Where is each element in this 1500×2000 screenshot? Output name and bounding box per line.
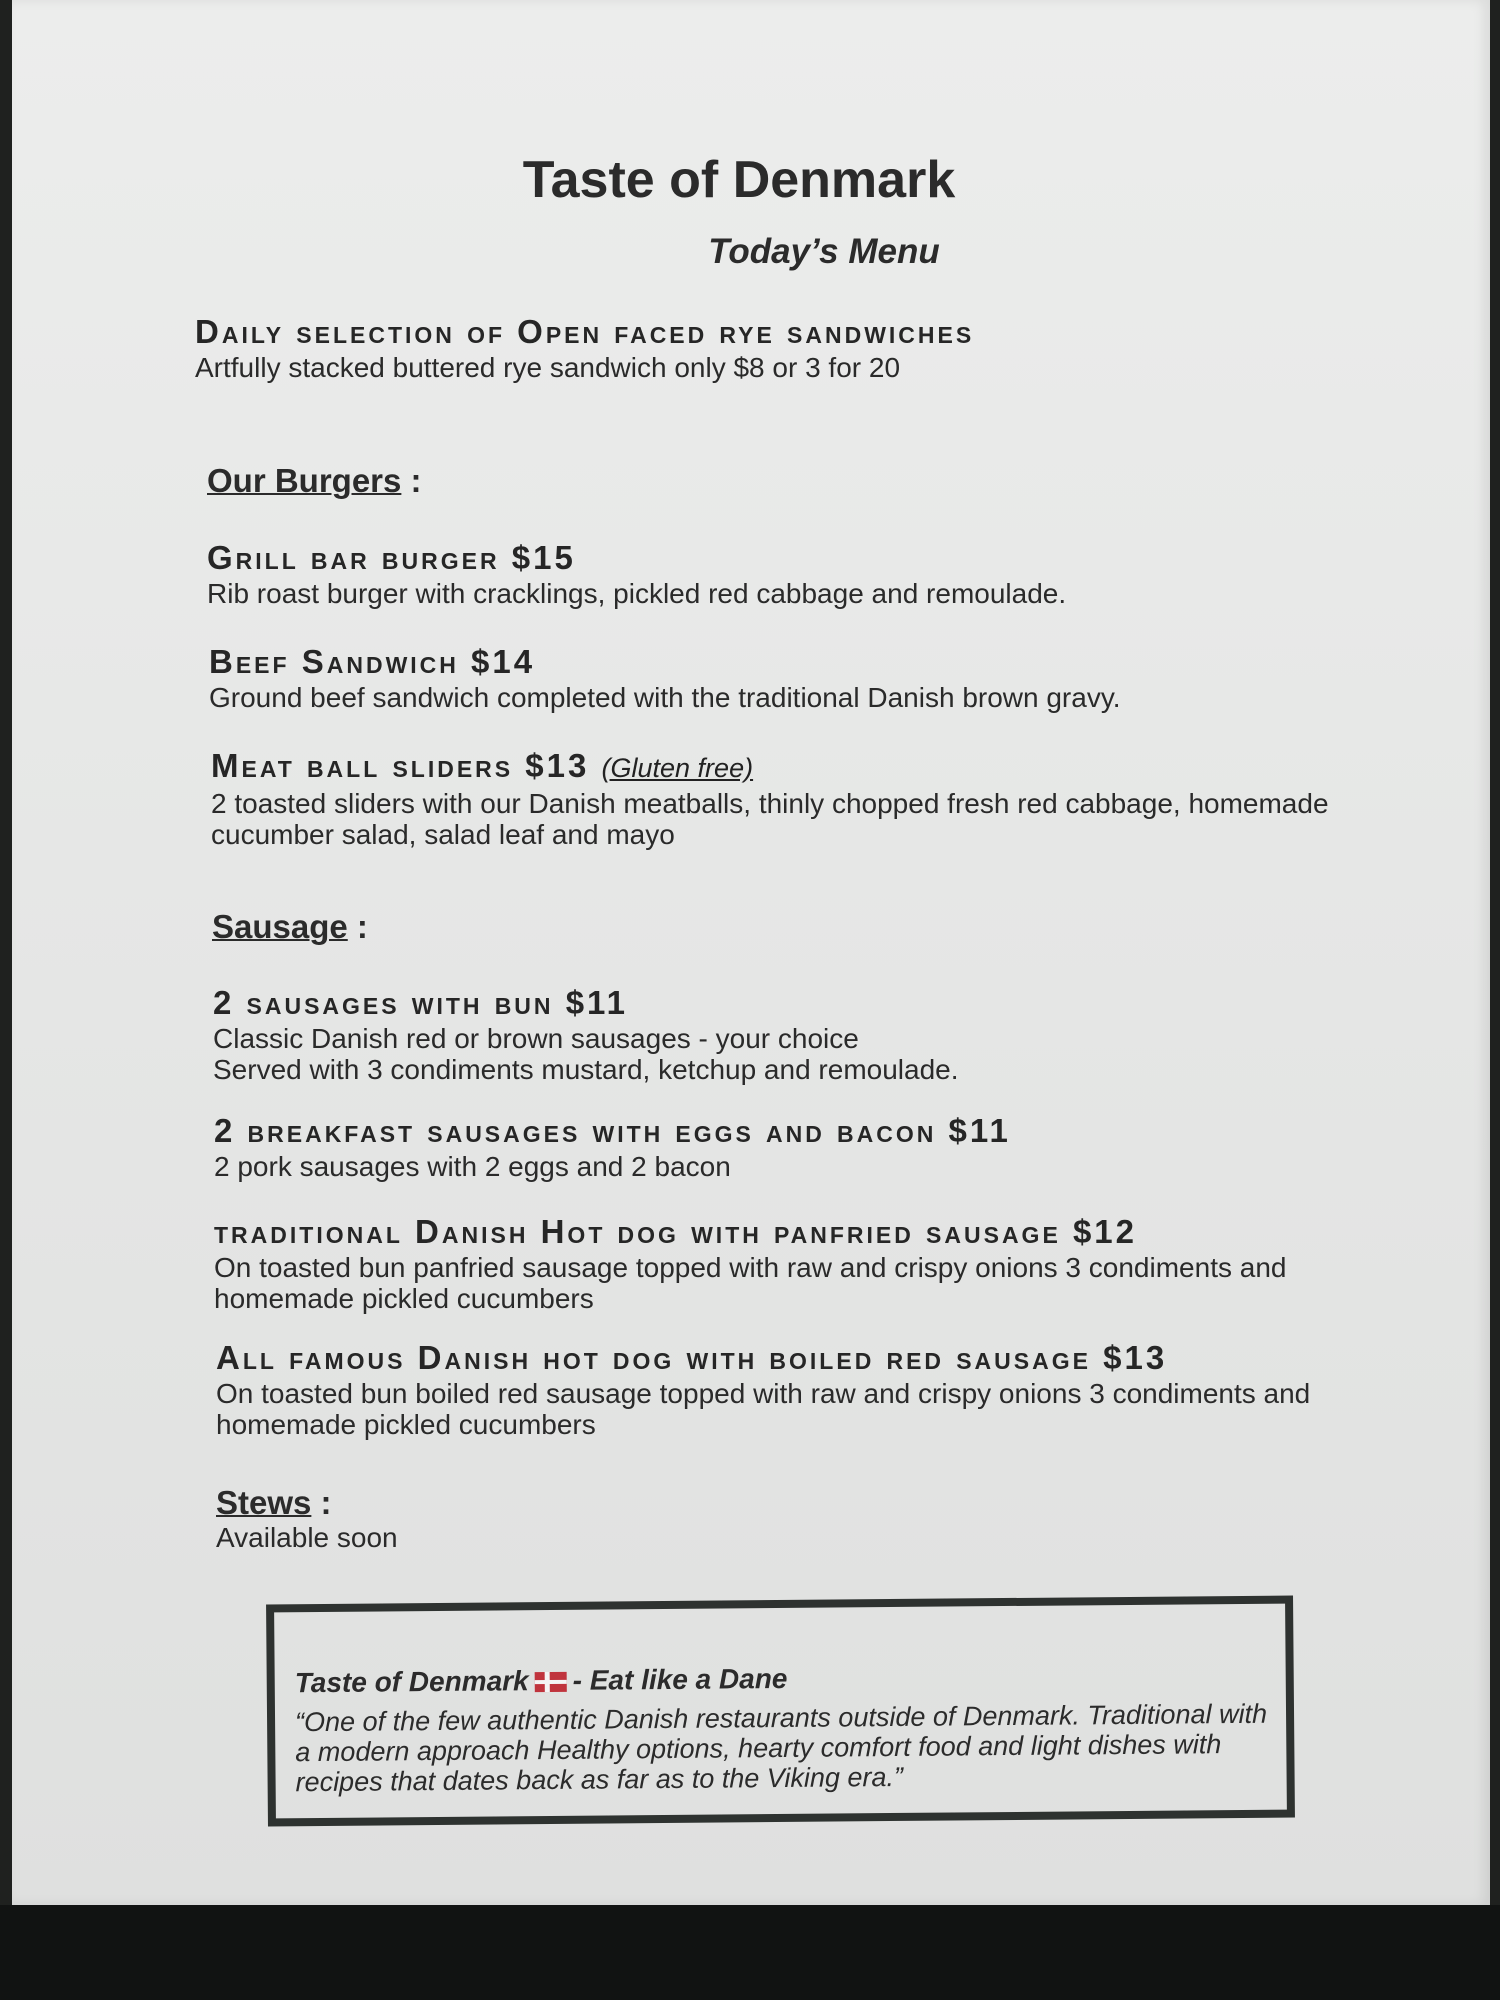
quote-heading [295,1663,788,1699]
item-description: Artfully stacked buttered rye sandwich only $8 or 3 for 20 [195,352,901,383]
item-description-extra: Served with 3 condiments mustard, ketchup and remoulade. [213,1054,959,1085]
menu-item-boiled-red-hot-dog [216,1338,1376,1440]
gluten-free-note: (Gluten free) [601,753,754,783]
item-description: Classic Danish red or brown sausages - your choice [213,1023,859,1054]
stews-status: Available soon [216,1522,398,1553]
item-name: 2 sausages with bun $11 [213,984,628,1021]
section-stews [216,1484,332,1522]
menu-item-meat-ball-sliders [211,746,1371,850]
item-description: On toasted bun boiled red sausage topped with raw and crispy onions 3 condiments and homemade pickled cucumbers [216,1378,1311,1440]
item-name: Grill bar burger $15 [207,539,576,576]
item-name: Beef Sandwich $14 [209,643,536,680]
menu-item-breakfast-sausages [214,1111,1374,1182]
item-name: Meat ball sliders $13 [211,747,602,784]
menu-item-panfried-hot-dog [214,1212,1374,1314]
item-name: Daily selection of Open faced rye sandwiches [195,313,975,350]
item-name: All famous Danish hot dog with boiled red sausage $13 [216,1339,1168,1376]
section-title: Sausage [212,908,348,945]
item-name: 2 breakfast sausages with eggs and bacon $11 [214,1112,1011,1149]
danish-flag-icon [535,1672,567,1692]
section-burgers [207,462,422,500]
item-description: 2 pork sausages with 2 eggs and 2 bacon [214,1151,731,1182]
rye-sandwich-item [195,312,1355,383]
section-title: Our Burgers [207,462,402,499]
menu-item-beef-sandwich [209,642,1369,713]
background-surface [0,1905,1500,2000]
section-colon: : [311,1484,332,1521]
menu-subtitle: Today’s Menu [708,232,940,271]
menu-item-grill-bar-burger [207,538,1367,609]
menu-title: Taste of Denmark [522,151,956,209]
quote-text: “One of the few authentic Danish restaurants outside of Denmark. Traditional with a modern approach Healthy options, hearty comfort food and light dishes with recipes that dates back as far as to the Viking era.” [294,1698,1268,1798]
section-colon: : [347,908,368,945]
section-colon: : [401,462,422,499]
item-name: traditional Danish Hot dog with panfried sausage $12 [214,1213,1138,1250]
menu-item-sausages-with-bun [213,983,1373,1085]
section-title: Stews [216,1484,312,1521]
item-description: Rib roast burger with cracklings, pickled red cabbage and remoulade. [207,578,1067,609]
section-sausage [212,908,368,946]
item-description: Ground beef sandwich completed with the traditional Danish brown gravy. [209,682,1121,713]
quote-brand: Taste of Denmark [294,1665,529,1699]
item-description: On toasted bun panfried sausage topped with raw and crispy onions 3 condiments and homemade pickled cucumbers [214,1252,1287,1314]
quote-tagline: - Eat like a Dane [572,1662,788,1696]
quote-box [266,1596,1295,1827]
item-description: 2 toasted sliders with our Danish meatballs, thinly chopped fresh red cabbage, homemade cucumber salad, salad leaf and mayo [211,788,1329,850]
